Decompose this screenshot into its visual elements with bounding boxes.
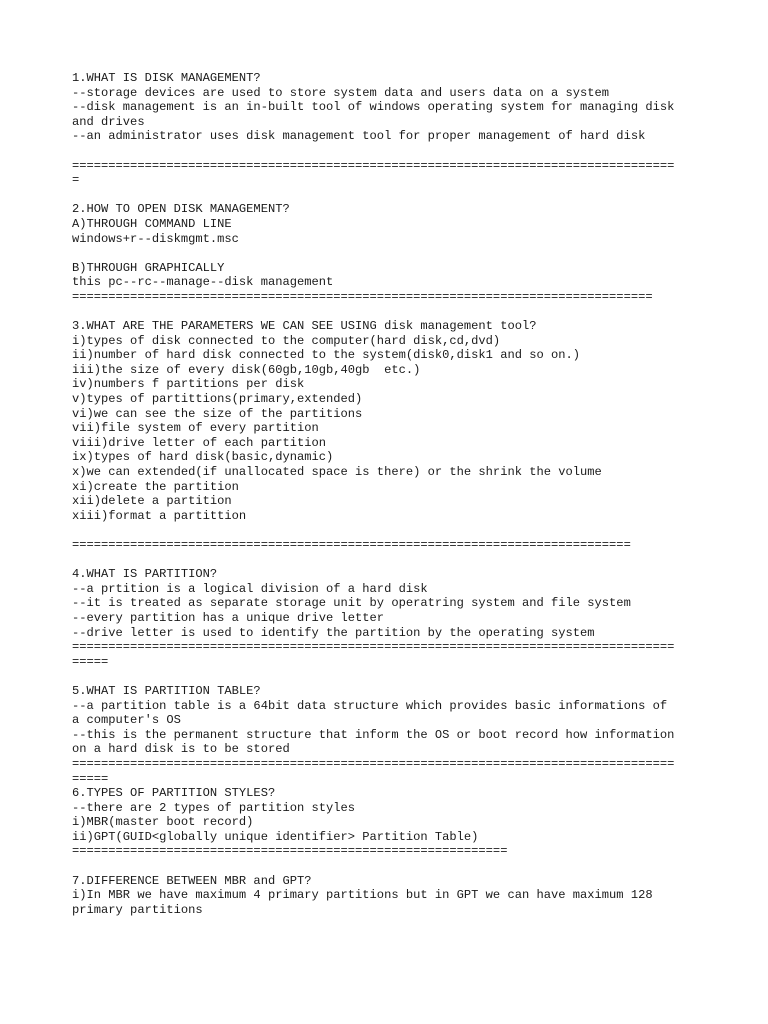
separator-line: = [72, 173, 80, 188]
text-line: on a hard disk is to be stored [72, 742, 290, 757]
text-line: xii)delete a partition [72, 494, 232, 509]
text-line: --a partition table is a 64bit data structure which provides basic informations of [72, 698, 668, 713]
text-line: --this is the permanent structure that inform the OS or boot record how information [72, 727, 675, 742]
text-line: iv)numbers f partitions per disk [72, 377, 305, 392]
document-page [72, 71, 702, 917]
text-line: ii)number of hard disk connected to the system(disk0,disk1 and so on.) [72, 348, 581, 363]
text-line: B)THROUGH GRAPHICALLY [72, 260, 225, 275]
text-line: ix)types of hard disk(basic,dynamic) [72, 450, 334, 465]
separator-line: ===== [72, 654, 109, 669]
separator-line: ================================================================================ [72, 289, 653, 304]
text-line: ii)GPT(GUID<globally unique identifier> Partition Table) [72, 829, 479, 844]
blank-line [72, 305, 702, 320]
text-line: i)types of disk connected to the computer(hard disk,cd,dvd) [72, 333, 501, 348]
text-line: v)types of partittions(primary,extended) [72, 392, 363, 407]
separator-line: =================================================================================== [72, 158, 675, 173]
blank-line [72, 553, 702, 568]
separator-line: ============================================================ [72, 844, 508, 859]
text-line: --disk management is an in-built tool of windows operating system for managing disk [72, 100, 675, 115]
text-line: xiii)format a partittion [72, 508, 247, 523]
section-heading: 7.DIFFERENCE BETWEEN MBR and GPT? [72, 873, 312, 888]
section-heading: 4.WHAT IS PARTITION? [72, 567, 218, 582]
blank-line [72, 246, 702, 261]
blank-line [72, 859, 702, 874]
text-line: iii)the size of every disk(60gb,10gb,40gb etc.) [72, 362, 421, 377]
text-line: and drives [72, 114, 145, 129]
text-line: --an administrator uses disk management tool for proper management of hard disk [72, 129, 646, 144]
text-line: vii)file system of every partition [72, 421, 319, 436]
text-line: --there are 2 types of partition styles [72, 800, 356, 815]
separator-line: =================================================================================== [72, 640, 675, 655]
text-line: vi)we can see the size of the partitions [72, 406, 363, 421]
blank-line [72, 144, 702, 159]
blank-line [72, 523, 702, 538]
text-line: --it is treated as separate storage unit by operatring system and file system [72, 596, 631, 611]
text-line: --a prtition is a logical division of a hard disk [72, 581, 428, 596]
text-line: --every partition has a unique drive letter [72, 610, 385, 625]
text-line: this pc--rc--manage--disk management [72, 275, 334, 290]
text-line: primary partitions [72, 902, 203, 917]
text-line: i)MBR(master boot record) [72, 815, 254, 830]
separator-line: =================================================================================== [72, 756, 675, 771]
section-heading: 6.TYPES OF PARTITION STYLES? [72, 786, 276, 801]
section-heading: 3.WHAT ARE THE PARAMETERS WE CAN SEE USING disk management tool? [72, 319, 537, 334]
text-line: A)THROUGH COMMAND LINE [72, 216, 232, 231]
text-line: a computer's OS [72, 713, 181, 728]
blank-line [72, 669, 702, 684]
text-line: --storage devices are used to store system data and users data on a system [72, 85, 610, 100]
section-heading: 1.WHAT IS DISK MANAGEMENT? [72, 71, 261, 85]
section-heading: 2.HOW TO OPEN DISK MANAGEMENT? [72, 202, 290, 217]
text-line: x)we can extended(if unallocated space is there) or the shrink the volume [72, 465, 602, 480]
text-line: xi)create the partition [72, 479, 239, 494]
text-line: windows+r--diskmgmt.msc [72, 231, 239, 246]
section-heading: 5.WHAT IS PARTITION TABLE? [72, 683, 261, 698]
text-line: --drive letter is used to identify the partition by the operating system [72, 625, 595, 640]
blank-line [72, 188, 702, 203]
text-line: viii)drive letter of each partition [72, 435, 327, 450]
separator-line: ============================================================================= [72, 538, 631, 552]
separator-line: ===== [72, 771, 109, 786]
text-line: i)In MBR we have maximum 4 primary partitions but in GPT we can have maximum 128 [72, 888, 653, 903]
